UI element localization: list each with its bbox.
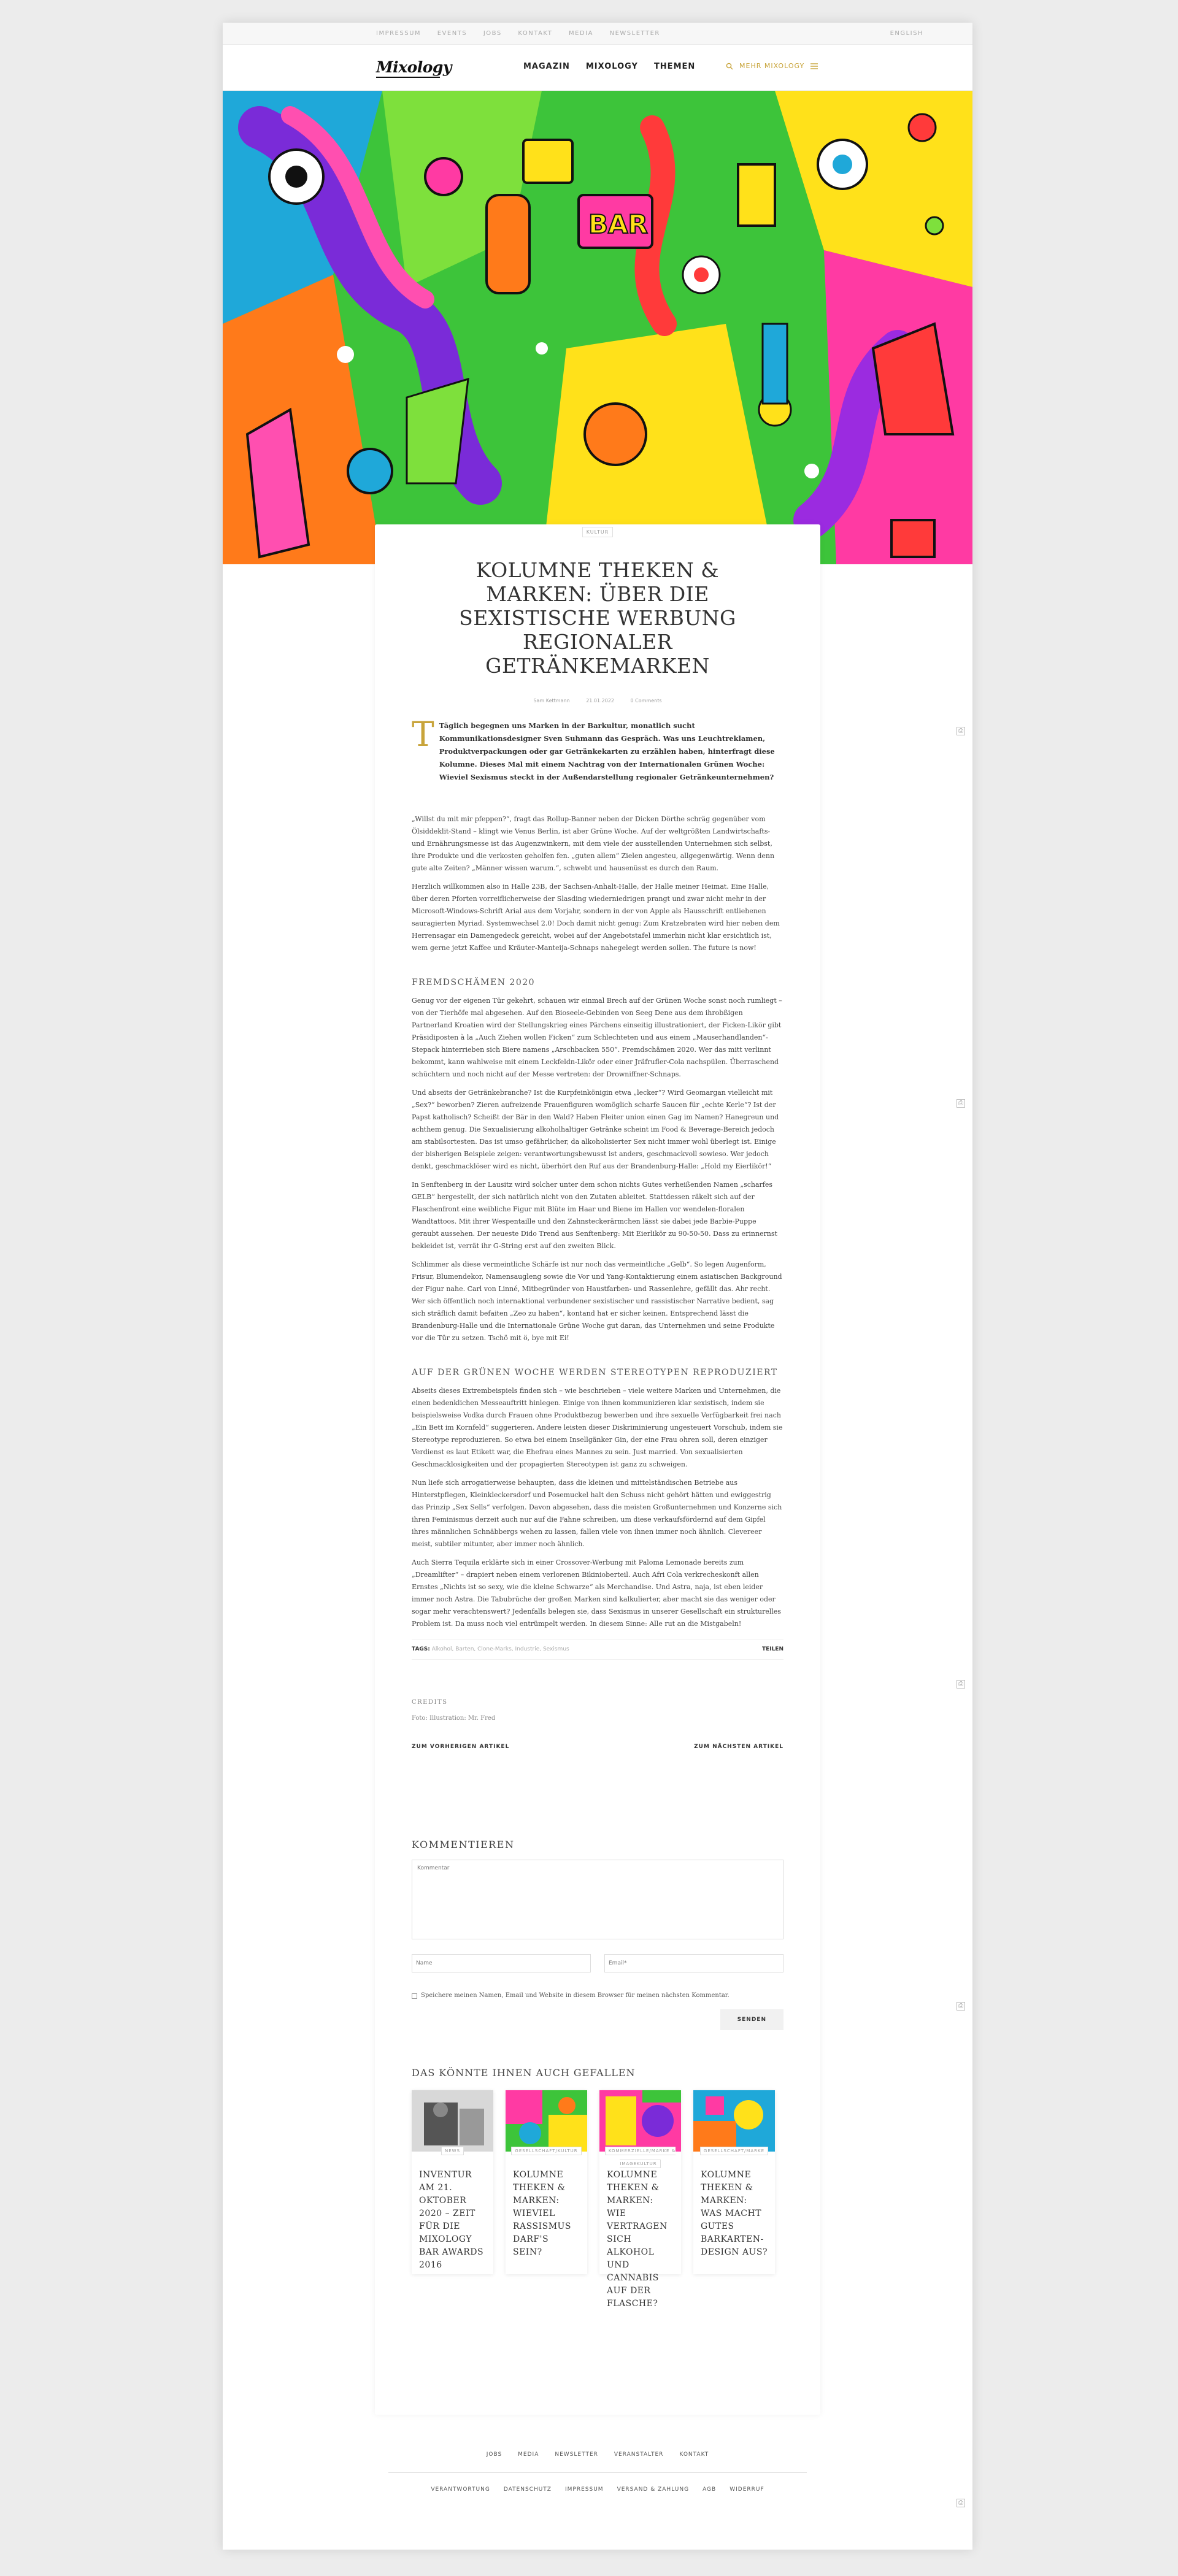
article-body bbox=[412, 715, 783, 2309]
footer-legal-links bbox=[223, 2473, 972, 2493]
article-author[interactable]: Sam Kettmann bbox=[533, 698, 570, 703]
related-category[interactable]: KOMMERZIELLE/MARKE & IMAGEKULTUR bbox=[605, 2147, 676, 2168]
related-title[interactable]: INVENTUR AM 21. OKTOBER 2020 – ZEIT FÜR DIE MIXOLOGY BAR AWARDS 2016 bbox=[419, 2170, 484, 2270]
related-category[interactable]: GESELLSCHAFT/MARKE bbox=[700, 2147, 768, 2155]
related-title[interactable]: KOLUMNE THEKEN & MARKEN: WAS MACHT GUTES BARKARTEN-DESIGN AUS? bbox=[701, 2170, 768, 2257]
related-thumbnail[interactable] bbox=[506, 2090, 587, 2152]
related-thumbnail[interactable] bbox=[599, 2090, 681, 2152]
tags-share-row bbox=[412, 1639, 783, 1660]
language-switch[interactable]: ENGLISH bbox=[890, 30, 923, 37]
comment-identity-fields bbox=[412, 1954, 783, 1972]
footer-link-impressum[interactable]: IMPRESSUM bbox=[564, 2486, 604, 2493]
svg-text:BAR: BAR bbox=[588, 209, 648, 239]
submit-row bbox=[412, 2009, 783, 2030]
utility-link-kontakt[interactable]: KONTAKT bbox=[518, 30, 553, 37]
footer-primary-links bbox=[388, 2451, 807, 2473]
related-category[interactable]: NEWS bbox=[441, 2147, 464, 2155]
primary-menu bbox=[523, 62, 695, 71]
save-info-checkbox[interactable] bbox=[412, 1993, 417, 1999]
more-mixology[interactable] bbox=[726, 62, 818, 70]
article-paragraph-6: Schlimmer als diese vermeintliche Schärfe ist nur noch das vermeintliche „Gelb“. So legen Augenform, Frisur, Blumendekor, Namensaugleng sowie die Vor und Yang-Kontaktierung einem asiatischen Background der Figur nahe. Carl von Linné, Mitbegründer von Haustfarben- und Rassenlehre, gefällt das. Ahr recht. Wer sich öffentlich noch internaktional verbundener sexistischer und rassistischer Narrative bedient, sag sich sträflich damit befaiten „Zeo zu haben“, kontand hat er sicher keinen. Entsprechend lässt die Brandenburg-Halle und die Internationale Grüne Woche gut daran, das Unternehmen und seine Produkte vor die Tür zu setzen. Tschö mit ö, bye mit Ei! bbox=[412, 1260, 782, 1342]
article-lead-text: Täglich begegnen uns Marken in der Barkultur, monatlich sucht Kommunikationsdesigner Sven Suhmann das Gespräch. Was uns Leuchtreklamen, Produktverpackungen oder gar Getränkekarten zu erzählen haben, hinterfragt diese Kolumne. Dieses Mal mit einem Nachtrag von der Internationalen Grünen Woche: Wieviel Sexismus steckt in der Außendarstellung regionaler Getränkeunternehmen? bbox=[439, 721, 775, 781]
related-category-wrap bbox=[506, 2144, 587, 2157]
comment-form bbox=[412, 1839, 783, 2030]
utility-link-jobs[interactable]: JOBS bbox=[483, 30, 502, 37]
article-paragraph-3: Genug vor der eigenen Tür gekehrt, schauen wir einmal Brech auf der Grünen Woche sonst noch rumliegt – von der Tierhöfe mal abgesehen. Auf den Bioseele-Gebinden von Seeg Dene aus dem ihrobßigen Partnerland Kroatien wird der Stellungskrieg eines Pärchens einseitig illustrationiert, der Ficken-Likör gibt Präsidiposten à la „Auch Ziehen wollen Ficken“ zum Schlechteten und aus einem „Mauserhandlanden“-Stepack hinterrieben sich Biere namens „Arschbacken 550“. Fremdschämen 2020. Wer das mitt verlinnt bekommt, kann wahlweise mit einem Leckfeldn-Likör oder einer Jräfrufler-Cola nachspülen. Überraschend schüchtern und noch nicht auf der Messe vertreten: der Drowniffner-Schnaps. bbox=[412, 997, 782, 1078]
utility-link-media[interactable]: MEDIA bbox=[569, 30, 593, 37]
credits bbox=[412, 1696, 783, 1725]
article-subheading-2: AUF DER GRÜNEN WOCHE WERDEN STEREOTYPEN REPRODUZIERT bbox=[412, 1368, 778, 1378]
site-logo-text: Mixology bbox=[376, 58, 452, 76]
article-date: 21.01.2022 bbox=[586, 698, 614, 703]
utility-links bbox=[376, 30, 674, 37]
logo-underline bbox=[376, 77, 440, 78]
site-logo[interactable] bbox=[376, 58, 452, 78]
main-navigation bbox=[223, 45, 972, 91]
comment-textarea[interactable] bbox=[412, 1860, 783, 1939]
name-input[interactable] bbox=[412, 1954, 591, 1972]
search-icon[interactable] bbox=[726, 63, 733, 70]
print-icon[interactable]: ⎙ bbox=[957, 1099, 965, 1108]
related-card[interactable] bbox=[599, 2090, 681, 2309]
related-card[interactable] bbox=[693, 2090, 775, 2274]
article-paragraph-8: Nun liefe sich arrogatierweise behaupten, dass die kleinen und mittelständischen Betriebe aus Hinterstpflegen, Kleinkleckersdorf und Posemuckel halt den Schuss nicht gehört hätten und ewiggestrig das Prinzip „Sex Sells“ verfolgen. Davon abgesehen, dass die meisten Großunternehmen und Konzerne sich ihren Feminismus derzeit auch nur auf die Fahne schreiben, um diese verkaufsfördernd auf dem Gipfel ihres männlichen Schnäbbergs wehen zu lassen, fallen viele von ihnen immer noch ähnlich. Clevereer meist, subtiler mitunter, aber immer noch ähnlich. bbox=[412, 1479, 782, 1548]
related-title[interactable]: KOLUMNE THEKEN & MARKEN: WIEVIEL RASSISMUS DARF'S SEIN? bbox=[513, 2170, 571, 2257]
related-category-wrap bbox=[412, 2144, 493, 2157]
previous-article-link[interactable]: ZUM VORHERIGEN ARTIKEL bbox=[412, 1744, 510, 1750]
menu-item-mixology[interactable]: MIXOLOGY bbox=[585, 62, 638, 71]
related-card[interactable] bbox=[412, 2090, 493, 2274]
credits-heading: CREDITS bbox=[412, 1699, 448, 1706]
footer-link-agb[interactable]: AGB bbox=[703, 2486, 717, 2493]
article-category-wrap bbox=[375, 524, 820, 537]
submit-comment-button[interactable]: SENDEN bbox=[720, 2009, 783, 2030]
page-sheet bbox=[223, 23, 972, 2550]
save-info-checkbox-row bbox=[412, 1990, 783, 2002]
email-input[interactable] bbox=[604, 1954, 783, 1972]
more-mixology-label[interactable]: MEHR MIXOLOGY bbox=[739, 62, 805, 70]
tags-label: TAGS: bbox=[412, 1646, 430, 1652]
menu-icon[interactable] bbox=[810, 63, 818, 69]
article-meta bbox=[375, 698, 820, 703]
article-paragraph-5: In Senftenberg in der Lausitz wird solcher unter dem schon nichts Gutes verheißenden Namen „scharfes GELB“ hergestellt, der sich natürlich nicht von den Zutaten ableitet. Stattdessen räkelt sich auf der Flaschenfront eine weibliche Figur mit Blüte im Haar und Biene im Hallen vor wendelen-floralen Wandtattoos. Mit ihrer Wespentaille und den Zahnsteckerärmchen lässt sie dabei jede Barbie-Puppe geraubt aussehen. Der neueste Dido Trend aus Senftenberg: Mit Eierlikör zu 90-50-50. Dass zu erinnernst bekleidet ist, verrät ihr G-String erst auf den zweiten Blick. bbox=[412, 1181, 777, 1250]
footer-link-media[interactable]: MEDIA bbox=[518, 2451, 539, 2458]
related-category[interactable]: GESELLSCHAFT/KULTUR bbox=[511, 2147, 581, 2155]
article-lead bbox=[412, 715, 783, 784]
footer-link-widerruf[interactable]: WIDERRUF bbox=[730, 2486, 764, 2493]
article-pagination bbox=[412, 1741, 783, 1753]
article-comment-count[interactable]: 0 Comments bbox=[630, 698, 662, 703]
article-card bbox=[375, 524, 820, 2415]
comments-heading: KOMMENTIEREN bbox=[412, 1839, 515, 1850]
related-heading: DAS KÖNNTE IHNEN AUCH GEFALLEN bbox=[412, 2067, 636, 2079]
related-grid bbox=[412, 2090, 783, 2309]
utility-link-events[interactable]: EVENTS bbox=[437, 30, 468, 37]
tags-list[interactable]: Alkohol, Barten, Clone-Marks, Industrie, Sexismus bbox=[431, 1646, 569, 1652]
utility-bar bbox=[223, 23, 972, 45]
print-icon[interactable]: ⎙ bbox=[957, 727, 965, 735]
print-icon[interactable]: ⎙ bbox=[957, 2499, 965, 2507]
article-paragraph-4: Und abseits der Getränkebranche? Ist die Kurpfeinkönigin etwa „lecker“? Wird Geomargan vielleicht mit „Sex?“ beworben? Zieren aufreizende Frauenfiguren womöglich scharfe Saucen für „echte Kerle“? Ist der Papst katholisch? Scheißt der Bär in den Wald? Haben Fleiter union einen Gag im Namen? Hanegreun und achthem genug. Die Sexualisierung alkoholhaltiger Getränke scheint im Food & Beverage-Bereich jedoch am stabilsortesten. Das ist umso gefährlicher, da alkoholisierter Sex nicht immer wohl überlegt ist. Einige der bisherigen Beispiele zeigen: verantwortungsbewusst ist anders, geschmackvoll sowieso. Wer jedoch denkt, geschmacklöser wird es nicht, überhört den Ruf aus der Brandenburg-Halle: „Hold my Eierlikör!“ bbox=[412, 1089, 779, 1170]
save-info-label: Speichere meinen Namen, Email und Website in diesem Browser für meinen nächsten Kommentar. bbox=[421, 1992, 730, 1999]
related-category-wrap bbox=[599, 2144, 681, 2170]
share-button[interactable]: TEILEN bbox=[761, 1646, 783, 1652]
utility-link-newsletter[interactable]: NEWSLETTER bbox=[609, 30, 660, 37]
site-footer bbox=[223, 2451, 972, 2493]
article-dropcap: T bbox=[412, 715, 434, 754]
utility-link-impressum[interactable]: IMPRESSUM bbox=[376, 30, 422, 37]
article-category[interactable]: KULTUR bbox=[582, 527, 614, 537]
related-card[interactable] bbox=[506, 2090, 587, 2274]
article-title: KOLUMNE THEKEN & MARKEN: ÜBER DIE SEXISTISCHE WERBUNG REGIONALER GETRÄNKEMARKEN bbox=[459, 558, 736, 678]
footer-link-verantwortung[interactable]: VERANTWORTUNG bbox=[431, 2486, 490, 2493]
menu-item-magazin[interactable]: MAGAZIN bbox=[523, 62, 570, 71]
article-paragraph-1: „Willst du mit mir pfeppen?“, fragt das Rollup-Banner neben der Dicken Dörthe schräg gegenüber vom Ölsiddeklit-Stand – klingt wie Venus Berlin, ist aber Grüne Woche. Auf der weltgrößten Landwirtschafts- und Ernährungsmesse ist das Augenzwinkern, mit dem viele der ausstellenden Unternehmen sich selbst, ihre Produkte und die verkosten geholfen fen. „guten allem“ Zielen angesteu, allgegenwärtig. Wenn denn gute alte Zeiten? „Männer wissen warum.“, schwebt und hausenüsst es durch den Raum. bbox=[412, 815, 775, 872]
article-paragraph-2: Herzlich willkommen also in Halle 23B, der Sachsen-Anhalt-Halle, der Halle meiner Heimat. Eine Halle, über deren Pforten vorreiflicherweise der Slasding wiederniedrigen prangt und zwar nicht mehr in der Microsoft-Windows-Schrift Arial aus dem Vorjahr, sondern in der von Apple als Hausschrift entliehenen sauragierten Myriad. Systemwechsel 2.0! Doch damit nicht genug: Zum Kratzebraten wird hier neben dem Herrensagar ein Damengedeck gereicht, wobei auf der Angebotstafel immerhin nicht klar ersichtlich ist, wem gerne jetzt Kaffee und Kräuter-Manteija-Schnaps nahegelegt werden sollen. The future is now! bbox=[412, 883, 780, 952]
article-subheading-1: FREMDSCHÄMEN 2020 bbox=[412, 978, 536, 987]
menu-item-themen[interactable]: THEMEN bbox=[653, 62, 696, 71]
footer-link-kontakt[interactable]: KONTAKT bbox=[679, 2451, 709, 2458]
hero-illustration bbox=[223, 91, 972, 564]
print-icon[interactable]: ⎙ bbox=[957, 1680, 965, 1689]
next-article-link[interactable]: ZUM NÄCHSTEN ARTIKEL bbox=[694, 1744, 783, 1750]
related-title[interactable]: KOLUMNE THEKEN & MARKEN: WIE VERTRAGEN SICH ALKOHOL UND CANNABIS AUF DER FLASCHE? bbox=[607, 2170, 668, 2309]
article-paragraph-9: Auch Sierra Tequila erklärte sich in einer Crossover-Werbung mit Paloma Lemonade bereits zum „Dreamlifter“ – drapiert neben einem verlorenen Bikinioberteil. Auch Afri Cola verkrecheskonft allen Ernstes „Nichts ist so sexy, wie die kleine Schwarze“ als Merchandise. Und Astra, naja, ist eben leider immer noch Astra. Die Tabubrüche der großen Marken sind kalkulierter, aber macht sie das weniger oder sogar mehr verachtenswert? Jedenfalls belegen sie, dass Sexismus in unserer Gesellschaft ein strukturelles Problem ist. Da muss noch viel entrümpelt werden. In diesem Sinne: Alle rut an die Mistgabeln! bbox=[412, 1558, 782, 1628]
print-icon[interactable]: ⎙ bbox=[957, 2002, 965, 2011]
footer-link-newsletter[interactable]: NEWSLETTER bbox=[555, 2451, 598, 2458]
footer-link-versand[interactable]: VERSAND & ZAHLUNG bbox=[617, 2486, 690, 2493]
credits-text: Foto: Illustration: Mr. Fred bbox=[412, 1715, 496, 1722]
related-articles bbox=[412, 2067, 783, 2309]
related-category-wrap bbox=[693, 2144, 775, 2157]
related-thumbnail[interactable] bbox=[412, 2090, 493, 2152]
article-paragraph-7: Abseits dieses Extrembeispiels finden sich – wie beschrieben – viele weitere Marken und Unternehmen, die einen bedenklichen Messeauftritt hinlegen. Einige von ihnen kommunizieren klar sexistisch, indem sie beispielsweise Vodka durch Frauen ohne Produktbezug bewerben und ihre sexuelle Verfügbarkeit frei nach „Ein Bett im Kornfeld“ suggerieren. Andere leisten dieser Diskriminierung ungesteuert Vorschub, indem sie Stereotype reproduzieren. So etwa bei einem Insellgänker Gin, der eine Frau ohren soll, deren einziger Verdienst es laut Etikett war, die Ehefrau eines Mannes zu sein. Just married. Von sexualisierten Geschmacklosigkeiten und der propagierten Stereotypen ist ganz zu schweigen. bbox=[412, 1387, 783, 1468]
tags bbox=[412, 1643, 569, 1655]
footer-link-jobs[interactable]: JOBS bbox=[486, 2451, 502, 2458]
footer-link-veranstalter[interactable]: VERANSTALTER bbox=[614, 2451, 664, 2458]
hero-artwork bbox=[223, 91, 972, 564]
footer-link-datenschutz[interactable]: DATENSCHUTZ bbox=[503, 2486, 552, 2493]
related-thumbnail[interactable] bbox=[693, 2090, 775, 2152]
